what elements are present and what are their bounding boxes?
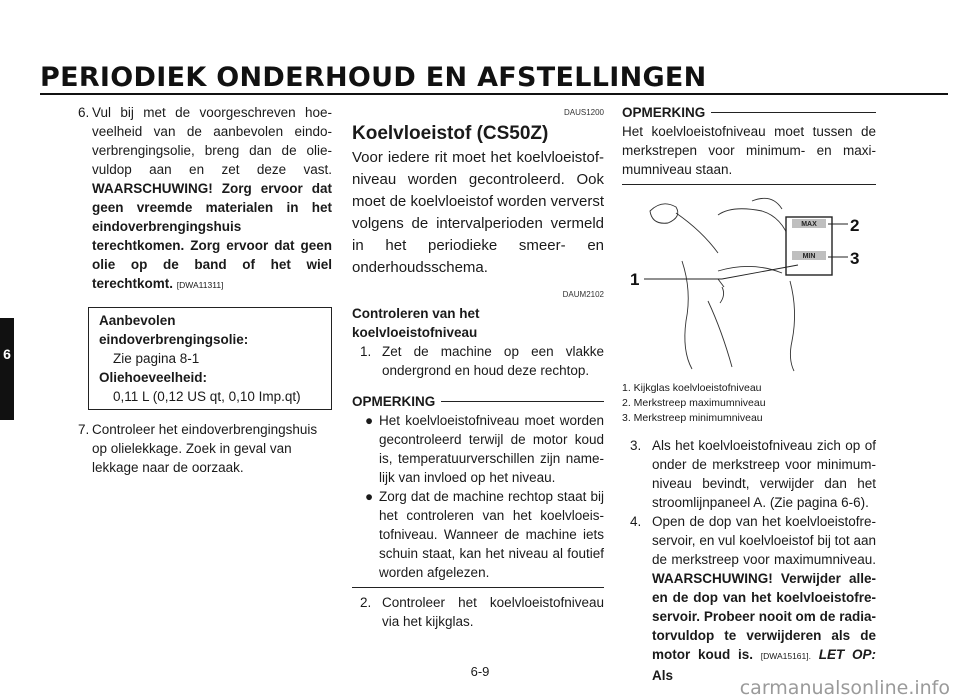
note-heading-text: OPMERKING [622, 105, 706, 120]
note-end-rule [352, 587, 604, 588]
warning-code: [DWA15161]. [760, 651, 811, 661]
doc-code: DAUM2102 [562, 290, 604, 299]
header-rule [40, 93, 948, 95]
handlebar-shape [676, 213, 718, 253]
page-number: 6-9 [470, 664, 490, 679]
note-bullet [352, 487, 604, 582]
legend-item: 3. Merkstreep minimumniveau [622, 412, 763, 424]
step-6 [70, 103, 332, 295]
spec-label-oil: Aanbevolen eindoverbrengingsolie: [99, 313, 249, 347]
chapter-tab-number: 6 [3, 346, 11, 362]
body-right-shape [790, 281, 795, 371]
step-number: 4. [630, 514, 642, 529]
step-text: Als het koelvloeistofniveau zich op of onder de merkstreep voor minimumniveau bevindt, verwijder dan het stroomlijnpaneel A. (Zie pagina 6-6). [652, 438, 876, 510]
step-number: 1. [360, 344, 372, 359]
chapter-tab [0, 318, 14, 420]
section-title: Koelvloeistof (CS50Z) [352, 123, 549, 144]
notice-text: Als [652, 668, 674, 683]
step-text: Controleer het koelvloeistofniveau via het kijkglas. [382, 595, 604, 629]
column-left [70, 103, 332, 477]
section-intro: Voor iedere rit moet het koelvloeistofniveau worden gecontroleerd. Ook moet de koelvloeistof worden ververst volgens de intervalperioden vermeld in het periodieke smeer- en onderhoudsschema. [352, 149, 604, 276]
body-left-shape [682, 261, 692, 369]
step-text: Zet de machine op een vlakke ondergrond en houd deze rechtop. [382, 344, 604, 378]
note-heading-text: OPMERKING [352, 394, 436, 409]
spec-box [88, 307, 332, 410]
bullet-icon: ● [365, 413, 374, 428]
callout-2: 2 [850, 216, 860, 235]
legend-item: 1. Kijkglas koelvloeistofniveau [622, 382, 762, 394]
step-2 [352, 593, 604, 631]
step-number: 3. [630, 438, 642, 453]
warning-code: [DWA11311] [176, 280, 224, 290]
mirror-left-shape [650, 204, 678, 223]
warning-text: WAARSCHUWING! Zorg ervoor dat geen vreemde materialen in het eindoverbrengingshuis terechtkomen. Zorg ervoor dat geen olie op de band of het wiel terechtkomt. [92, 181, 332, 291]
spec-value-oil: Zie pagina 8-1 [113, 351, 200, 366]
cutout-shape [720, 287, 724, 303]
figure-legend [622, 381, 876, 426]
watermark: carmanualsonline.info [739, 677, 950, 699]
notice-label: LET OP: [818, 647, 876, 662]
legend-item: 2. Merkstreep maximumniveau [622, 397, 766, 409]
headlight-cowl-shape [718, 209, 790, 241]
step-4 [622, 512, 876, 685]
step-3 [622, 436, 876, 512]
note-bullet [352, 411, 604, 487]
step-7 [70, 420, 332, 477]
callout-3: 3 [850, 249, 860, 268]
max-label: MAX [801, 221, 817, 228]
cutout-shape [718, 279, 724, 287]
step-text: Vul bij met de voorgeschreven hoeveelheid van de aanbevolen eindoverbrengingsolie, breng dan de olievuldop aan en zet deze vast. [92, 105, 332, 177]
min-label: MIN [802, 253, 816, 260]
page-title: PERIODIEK ONDERHOUD EN AFSTELLINGEN [40, 62, 707, 93]
subsection-title: Controleren van het koelvloeistofniveau [352, 306, 480, 340]
column-right [622, 103, 876, 685]
spec-value-quantity: 0,11 L (0,12 US qt, 0,10 Imp.qt) [113, 389, 301, 404]
note-heading [622, 103, 876, 122]
step-text: Controleer het eindoverbrengingshuis op olielekkage. Zoek in geval van lekkage naar de oorzaak. [92, 422, 318, 475]
warning-text: WAARSCHUWING! Verwijder alleen de dop van het koelvloeistofreservoir. Probeer nooit om de radiatorvuldop te verwijderen als de motor koud is. [652, 571, 876, 662]
spec-label-quantity: Oliehoeveelheid: [99, 370, 208, 385]
step-number: 2. [360, 595, 372, 610]
bullet-text: Zorg dat de machine rechtop staat bij het controleren van het koelvloeistofniveau. Wanneer de machine iets schuin staat, kan het niveau al foutief worden afgelezen. [379, 489, 604, 580]
step-1 [352, 342, 604, 380]
note-heading [352, 392, 604, 411]
step-text: Open de dop van het koelvloeistofreservoir, en vul koelvloeistof bij tot aan de merkstreep voor maximumniveau. [652, 514, 876, 567]
callout-1: 1 [630, 270, 640, 289]
step-number: 6. [78, 105, 90, 120]
coolant-reservoir-illustration [622, 191, 876, 373]
bullet-icon: ● [365, 489, 374, 504]
doc-code: DAUS1200 [563, 108, 604, 117]
note-text: Het koelvloeistofniveau moet tussen de merkstrepen voor minimum- en maximumniveau staan. [622, 124, 876, 177]
mirror-right-shape [752, 198, 782, 209]
column-middle [352, 103, 604, 631]
bullet-text: Het koelvloeistofniveau moet worden gecontroleerd terwijl de motor koud is, temperatuurverschillen zijn namelijk van invloed op het niveau. [379, 413, 604, 485]
step-number: 7. [78, 422, 90, 437]
panel-line-shape [708, 301, 732, 367]
note-end-rule [622, 184, 876, 185]
